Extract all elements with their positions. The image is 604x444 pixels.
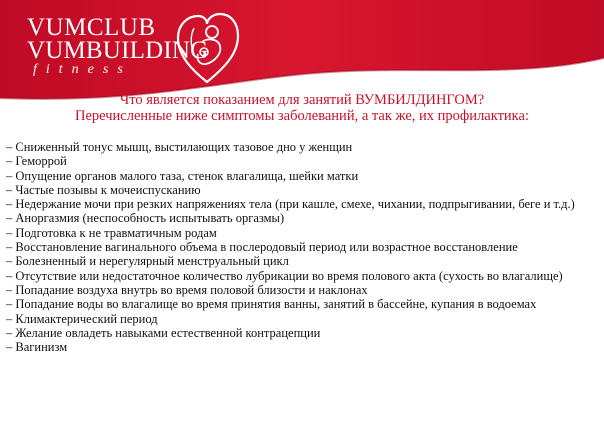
list-item: – Отсутствие или недостаточное количество лубрикации во время полового акта (сухость во влагалище) <box>6 268 563 283</box>
brand-line-2: VUMBUILDING <box>27 37 209 64</box>
list-item: – Аноргазмия (неспособность испытывать оргазмы) <box>6 211 285 226</box>
list-item: – Подготовка к не травматичным родам <box>6 225 217 240</box>
list-item: – Геморрой <box>6 154 67 169</box>
list-item: – Попадание воды во влагалище во время принятия ванны, занятий в бассейне, купания в водоемах <box>6 297 537 312</box>
list-item: – Опущение органов малого таза, стенок влагалища, шейки матки <box>6 168 359 183</box>
list-item: – Сниженный тонус мышц, выстилающих тазовое дно у женщин <box>6 140 353 154</box>
page-heading <box>0 92 604 124</box>
list-item: – Попадание воздуха внутрь во время половой близости и наклонах <box>6 282 368 297</box>
list-item: – Климактерический период <box>6 311 158 326</box>
page-subtitle: Перечисленные ниже симптомы заболеваний, а так же, их профилактика: <box>75 108 529 124</box>
brand-line-1: VUMCLUB <box>27 14 156 41</box>
list-item: – Частые позывы к мочеиспусканию <box>6 182 201 197</box>
list-item: – Болезненный и нерегулярный менструальный цикл <box>6 254 289 269</box>
list-item: – Вагинизм <box>6 340 68 355</box>
page-title: Что является показанием для занятий ВУМБИЛДИНГОМ? <box>119 92 485 108</box>
list-item: – Желание овладеть навыками естественной контрацепции <box>6 325 321 340</box>
symptom-list <box>6 140 598 354</box>
mother-child-heart-logo-icon <box>172 8 242 88</box>
brand-line-3: fitness <box>33 62 132 77</box>
list-item: – Восстановление вагинального объема в послеродовый период или возрастное восстановление <box>6 240 518 255</box>
list-item: – Недержание мочи при резких напряжениях тела (при кашле, смехе, чихании, подпрыгивании, беге и т.д.) <box>6 197 575 212</box>
